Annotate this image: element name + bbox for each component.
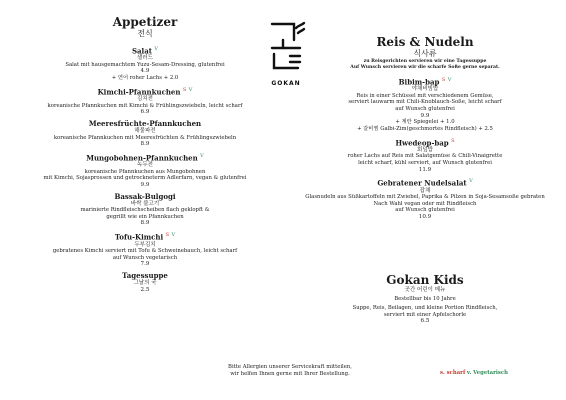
allergy-note-line-2: wir helfen Ihnen gerne mit Ihrer Bestellung.	[230, 371, 350, 377]
item-desc: leicht scharf, kühl serviert, auf Wunsch glutenfrei	[358, 160, 492, 167]
menu-item	[10, 272, 280, 293]
item-name-line	[10, 86, 280, 96]
item-extra: + 연어 roher Lachs + 2.0	[111, 75, 179, 82]
item-extra: + 계란 Spiegelei + 1.0	[395, 119, 455, 126]
item-name-kr: 그날의 국	[133, 280, 157, 287]
item-desc: mit Kimchi, Sojasprossen und getrockneterm Adlerfarn, vegan & glutenfrei	[43, 175, 247, 182]
item-name-line	[10, 231, 280, 241]
allergy-note	[190, 364, 390, 378]
kids-age: Bestellbar bis 10 Jahre	[394, 295, 456, 302]
menu-item	[300, 137, 550, 174]
item-name-kr: 회덮밥	[417, 146, 433, 153]
item-price: 8.9	[140, 141, 150, 148]
item-name-kr: 야채비빔밥	[411, 86, 439, 93]
item-price: 10.9	[418, 214, 432, 221]
menu-item	[10, 193, 280, 227]
allergy-note-line-1: Bitte Allergien unserer Servicekraft mitteilen,	[228, 364, 352, 370]
item-name: Bibim-bap	[398, 77, 440, 87]
item-price: 9.9	[140, 181, 150, 188]
legend-scharf: s. scharf	[440, 370, 466, 376]
vegetarian-mark: V	[188, 86, 193, 93]
item-desc: koreanische Pfannkuchen aus Mungobohnen	[84, 168, 206, 175]
reis-intro-2: Auf Wunsch servieren wir die scharfe Soße gerne separat.	[350, 65, 500, 70]
menu-item	[300, 76, 550, 133]
item-desc: serviert lauwarm mit Chili-Knoblauch-Soße, leicht scharf	[348, 99, 502, 106]
vegetarian-mark: V	[171, 232, 176, 239]
item-price: 6.9	[140, 109, 150, 116]
item-desc: Salat mit hausgemachtem Yuzu-Sesam-Dressing, glutenfrei	[65, 61, 225, 68]
item-name: Salat	[131, 46, 152, 56]
item-name: Meeresfrüchte-Pfannkuchen	[88, 119, 202, 129]
vegetarian-mark: V	[469, 178, 473, 185]
appetizer-title: Appetizer	[112, 15, 178, 29]
reis-intro-1: zu Reisgerichten servieren wir eine Tagessuppe	[363, 59, 487, 64]
item-name-kr: 잡채	[419, 187, 431, 194]
item-name-line	[10, 193, 280, 201]
item-name-line	[10, 152, 280, 162]
item-name: Bassak-Bulgogi	[114, 191, 176, 201]
item-name-line	[10, 272, 280, 280]
menu-item	[10, 152, 280, 189]
item-desc: roher Lachs auf Reis mit Salatgemüse & Chili-Vinaigrette	[347, 153, 503, 160]
scharf-mark: S	[451, 137, 455, 144]
menu-item	[10, 120, 280, 148]
item-desc: marinierte Rindfleischscheiben flach geklopft &	[80, 207, 210, 214]
item-name-line	[10, 120, 280, 128]
item-price: 4.9	[140, 68, 150, 75]
item-name-line	[300, 177, 550, 187]
vegetarian-mark: V	[447, 77, 452, 83]
item-price: 11.9	[418, 166, 432, 173]
item-name-line	[300, 76, 550, 86]
item-desc: auf Wunsch glutenfrei	[395, 106, 455, 113]
kids-price: 6.5	[420, 318, 430, 325]
item-desc: auf Wunsch vegetarisch	[112, 254, 178, 261]
menu-item	[10, 86, 280, 116]
item-name-kr: 바싹 불고기	[130, 200, 160, 207]
kids-title-kr: 곳간 어린이 메뉴	[404, 287, 446, 293]
item-desc: koreanische Pfannkuchen mit Kimchi & Frühlingszwiebeln, leicht scharf	[47, 102, 243, 109]
kids-desc-2: serviert mit einer Apfelschorle	[383, 311, 467, 318]
reis-section	[300, 36, 550, 225]
item-desc: Nach Wahl vegan oder mit Rindfleisch	[373, 200, 477, 207]
item-name-kr: 김치전	[137, 96, 153, 103]
scharf-mark: S	[182, 86, 187, 93]
item-name: Kimchi-Pfannkuchen	[97, 87, 181, 97]
menu-item	[300, 177, 550, 220]
item-desc: Reis in einer Schüssel mit verschiedenem Gemüse,	[356, 92, 494, 99]
legend-vegetarisch: v. Vegetarisch	[466, 370, 508, 376]
legend	[440, 370, 508, 376]
scharf-mark: S	[441, 77, 446, 83]
logo-text: GOKAN	[271, 80, 301, 87]
item-name-line	[10, 45, 280, 55]
kids-title: Gokan Kids	[386, 273, 464, 287]
reis-title: Reis & Nudeln	[376, 35, 474, 49]
appetizer-title-kr: 전식	[137, 29, 153, 38]
menu-item	[10, 231, 280, 268]
item-name: Tofu-Kimchi	[114, 232, 164, 242]
item-name-kr: 샐러드	[137, 55, 153, 62]
item-name: Tagessuppe	[122, 271, 168, 281]
item-price: 9.9	[420, 112, 430, 119]
item-desc: gebratenes Kimchi serviert mit Tofu & Schweinebauch, leicht scharf	[52, 248, 238, 255]
scharf-mark: S	[165, 232, 170, 239]
item-desc: auf Wunsch glutenfrei	[395, 207, 455, 214]
item-name: Mungobohnen-Pfannkuchen	[86, 153, 198, 163]
item-price: 7.9	[140, 261, 150, 268]
item-price: 2.5	[140, 286, 150, 293]
item-extra: + 갈비찜 Galbi-Zim(geschmortes Rindfleisch) + 2.5	[357, 126, 493, 132]
appetizer-section	[10, 16, 280, 297]
item-desc: koreanische Pfannkuchen mit Meeresfrüchten & Frühlingszwiebeln	[53, 134, 237, 141]
kids-section	[300, 274, 550, 325]
item-desc: Glasnudeln aus Süßkartoffeln mit Zwiebel, Paprika & Pilzen in Soja-Sesamsoße gebraten	[305, 194, 545, 201]
vegetarian-mark: V	[154, 46, 159, 52]
item-price: 8.9	[140, 220, 150, 227]
menu-item	[10, 45, 280, 82]
item-name-kr: 두부김치	[134, 241, 156, 248]
kids-desc-1: Suppe, Reis, Beilagen, und kleine Portion Rindfleisch,	[352, 305, 498, 312]
reis-title-kr: 식사류	[413, 49, 437, 58]
item-desc: gegrillt wie ein Pfannkuchen	[106, 213, 184, 220]
item-name: Hwedeop-bap	[395, 137, 449, 147]
vegetarian-mark: V	[200, 152, 204, 159]
item-name-line	[300, 137, 550, 147]
item-name-kr: 녹두전	[137, 162, 153, 169]
item-name-kr: 해물파전	[134, 128, 156, 135]
item-name: Gebratener Nudelsalat	[377, 178, 467, 188]
